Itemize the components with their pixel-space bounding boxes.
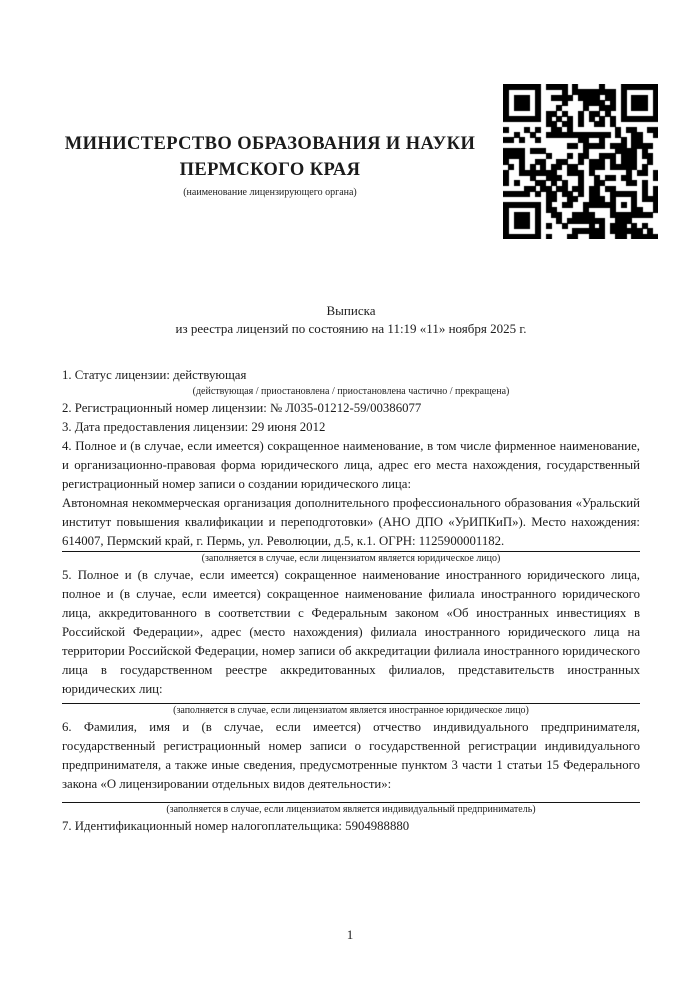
ministry-header bbox=[50, 131, 490, 198]
item-4-question: 4. Полное и (в случае, если имеется) сокращенное наименование, в том числе фирменное наименование, и организационно-правовая форма юридического лица, адрес его места нахождения, государственный регистрационный номер записи о создании юридического лица: bbox=[62, 439, 640, 491]
page-number: 1 bbox=[346, 927, 354, 942]
document-title-line2: из реестра лицензий по состоянию на 11:19 «11» ноября 2025 г. bbox=[175, 321, 527, 336]
item-1-caption: (действующая / приостановлена / приостановлена частично / прекращена) bbox=[192, 386, 510, 397]
item-7-taxpayer-number: 7. Идентификационный номер налогоплательщика: 5904988880 bbox=[62, 819, 410, 833]
item-4-answer: Автономная некоммерческая организация дополнительного профессионального образования «Уральский институт повышения квалификации и переподготовки» (АНО ДПО «УрИПКиП»). Место нахождения: 614007, Пермский край, г. Пермь, ул. Революции, д.5, к.1. ОГРН: 1125900001182. bbox=[62, 494, 640, 552]
document-title bbox=[62, 302, 640, 338]
item-4-caption: (заполняется в случае, если лицензиатом является юридическое лицо) bbox=[201, 553, 501, 564]
item-6-caption: (заполняется в случае, если лицензиатом является индивидуальный предприниматель) bbox=[166, 804, 536, 815]
item-6-question: 6. Фамилия, имя и (в случае, если имеется) отчество индивидуального предпринимателя, государственный регистрационный номер записи о государственной регистрации индивидуального предпринимателя, а также иные сведения, предусмотренные пунктом 3 части 1 статьи 15 Федерального закона «О лицензировании отдельных видов деятельности»: bbox=[62, 720, 640, 791]
document-body bbox=[62, 366, 640, 836]
item-2-registration-number: 2. Регистрационный номер лицензии: № Л035-01212-59/00386077 bbox=[62, 401, 422, 415]
ministry-name-line1: МИНИСТЕРСТВО ОБРАЗОВАНИЯ И НАУКИ bbox=[64, 134, 476, 154]
ministry-name-line2: ПЕРМСКОГО КРАЯ bbox=[179, 160, 361, 180]
ministry-caption: (наименование лицензирующего органа) bbox=[183, 187, 357, 198]
document-title-line1: Выписка bbox=[326, 303, 376, 318]
qr-code-icon bbox=[503, 84, 658, 239]
item-5-caption: (заполняется в случае, если лицензиатом является иностранное юридическое лицо) bbox=[173, 705, 529, 716]
item-1-license-status: 1. Статус лицензии: действующая bbox=[62, 368, 247, 382]
item-5-question: 5. Полное и (в случае, если имеется) сокращенное наименование иностранного юридического лица, полное и (в случае, если имеется) сокращенное наименование филиала иностранного юридического лица, аккредитованного в соответствии с Федеральным законом «Об иностранных инвестициях в Российской Федерации», адрес (место нахождения) филиала иностранного юридического лица на территории Российской Федерации, номер записи об аккредитации филиала иностранного юридического лица в государственном реестре аккредитованных филиалов, представительств иностранных юридических лиц: bbox=[62, 568, 640, 696]
item-6-blank-answer-line bbox=[62, 794, 640, 803]
item-3-license-date: 3. Дата предоставления лицензии: 29 июня 2012 bbox=[62, 420, 326, 434]
